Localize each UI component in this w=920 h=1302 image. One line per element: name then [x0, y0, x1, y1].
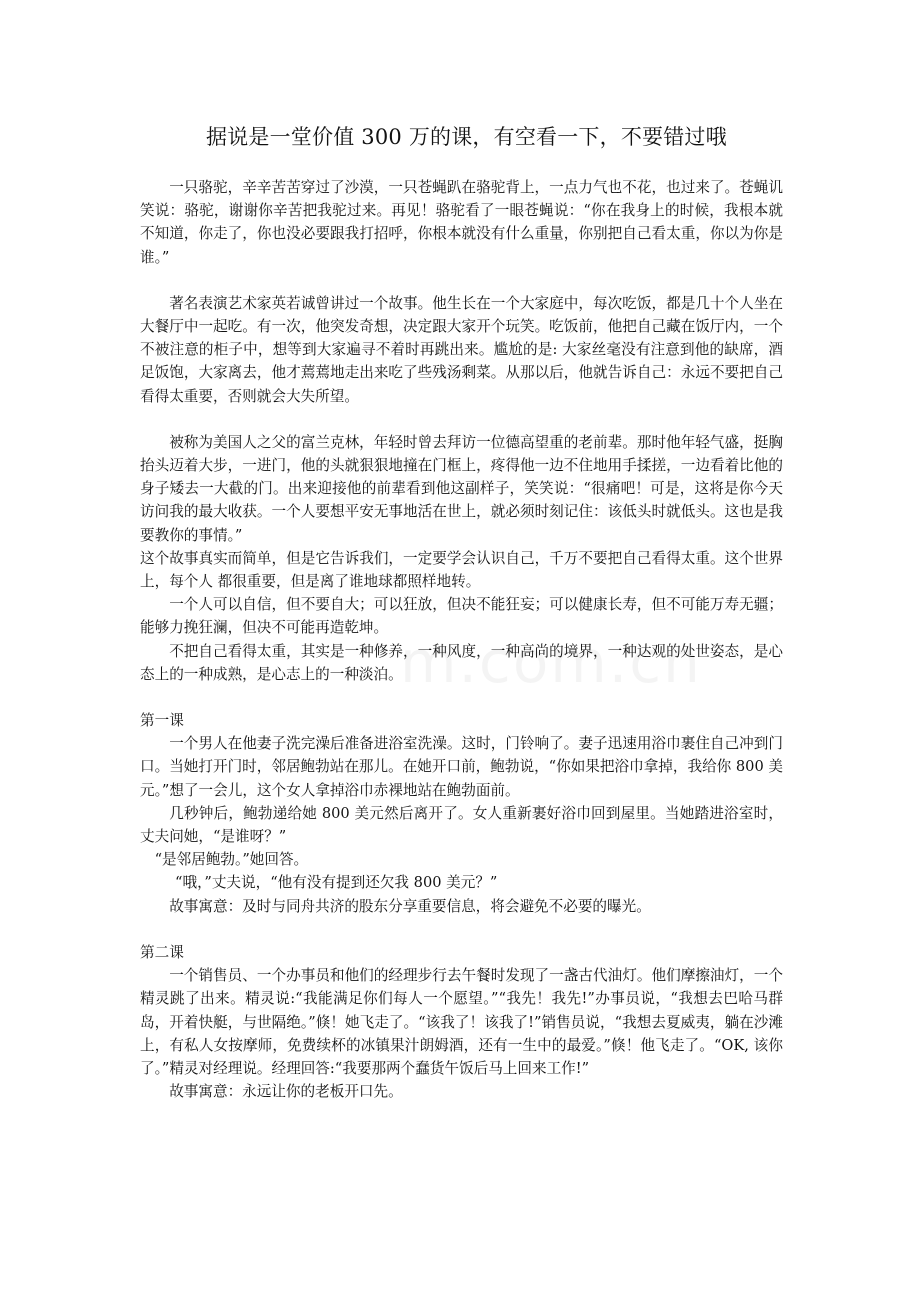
story-camel-paragraph: 一只骆驼，辛辛苦苦穿过了沙漠，一只苍蝇趴在骆驼背上，一点力气也不花，也过来了。苍蝇讥笑说：骆驼，谢谢你辛苦把我驼过来。再见！骆驼看了一眼苍蝇说：“你在我身上的时候，我根本就不知道，你走了，你也没必要跟我打招呼，你根本就没有什么重量，你别把自己看太重，你以为你是谁。”	[140, 179, 783, 266]
document-body	[140, 176, 783, 1103]
lesson-one-moral: 故事寓意：及时与同舟共济的股东分享重要信息，将会避免不必要的曝光。	[169, 897, 651, 915]
lesson-one-dialogue: “哦，”丈夫说，“他有没有提到还欠我 800 美元？”	[175, 874, 498, 892]
lesson-one-paragraph: 几秒钟后，鲍勃递给她 800 美元然后离开了。女人重新裹好浴巾回到屋里。当她踏进浴室时，丈夫问她，“是谁呀？”	[140, 804, 783, 846]
story-modesty-paragraph: 不把自己看得太重，其实是一种修养，一种风度，一种高尚的境界，一种达观的处世姿态，是心态上的一种成熟，是心志上的一种淡泊。	[140, 642, 783, 683]
story-yingruocheng-paragraph: 著名表演艺术家英若诚曾讲过一个故事。他生长在一个大家庭中，每次吃饭，都是几十个人坐在大餐厅中一起吃。有一次，他突发奇想，决定跟大家开个玩笑。吃饭前，他把自己藏在饭厅内，一个不被注意的柜子中，想等到大家遍寻不着时再跳出来。尴尬的是: 大家丝毫没有注意到他的缺席，酒足饭饱，大家离去，他才蔫蔫地走出来吃了些残汤剩菜。从那以后，他就告诉自己：永远不要把自己看得太重要，否则就会大失所望。	[140, 294, 783, 405]
story-franklin-paragraph: 被称为美国人之父的富兰克林，年轻时曾去拜访一位德高望重的老前辈。那时他年轻气盛，挺胸抬头迈着大步，一进门，他的头就狠狠地撞在门框上，疼得他一边不住地用手揉搓，一边看着比他的身子矮去一大截的门。出来迎接他的前辈看到他这副样子，笑笑说：“很痛吧！可是，这将是你今天访问我的最大收获。一个人要想平安无事地活在世上，就必须时刻记住：该低头时就低头。这也是我要教你的事情。”	[140, 433, 783, 544]
lesson-one-heading: 第一课	[140, 712, 184, 730]
document-title: 据说是一堂价值 300 万的课，有空看一下，不要错过哦	[206, 125, 727, 149]
story-franklin-summary: 这个故事真实而简单，但是它告诉我们，一定要学会认识自己，千万不要把自己看得太重。这个世界上，每个人 都很重要，但是离了谁地球都照样地转。	[140, 549, 783, 591]
story-confidence-paragraph: 一个人可以自信，但不要自大；可以狂放，但决不能狂妄；可以健康长寿，但不可能万寿无疆；能够力挽狂澜，但决不可能再造乾坤。	[140, 596, 783, 637]
lesson-one-dialogue: “是邻居鲍勃。”她回答。	[154, 851, 309, 869]
lesson-one-paragraph: 一个男人在他妻子洗完澡后准备进浴室洗澡。这时，门铃响了。妻子迅速用浴巾裹住自己冲到门口。当她打开门时，邻居鲍勃站在那儿。在她开口前，鲍勃说，“你如果把浴巾拿掉，我给你 800 美元。”想了一会儿，这个女人拿掉浴巾赤裸地站在鲍勃面前。	[140, 735, 783, 799]
lesson-two-paragraph: 一个销售员、一个办事员和他们的经理步行去午餐时发现了一盏古代油灯。他们摩擦油灯，一个精灵跳了出来。精灵说:“我能满足你们每人一个愿望。”“我先！我先!”办事员说，“我想去巴哈马群岛，开着快艇，与世隔绝。”倏！她飞走了。“该我了！该我了!”销售员说，“我想去夏威夷，躺在沙滩上，有私人女按摩师，免费续杯的冰镇果汁朗姆酒，还有一生中的最爱。”倏！他飞走了。“OK, 该你了。”精灵对经理说。经理回答:“我要那两个蠢货午饭后马上回来工作!”	[140, 967, 783, 1077]
lesson-two-heading: 第二课	[140, 943, 184, 961]
lesson-two-moral: 故事寓意：永远让你的老板开口先。	[169, 1083, 403, 1101]
